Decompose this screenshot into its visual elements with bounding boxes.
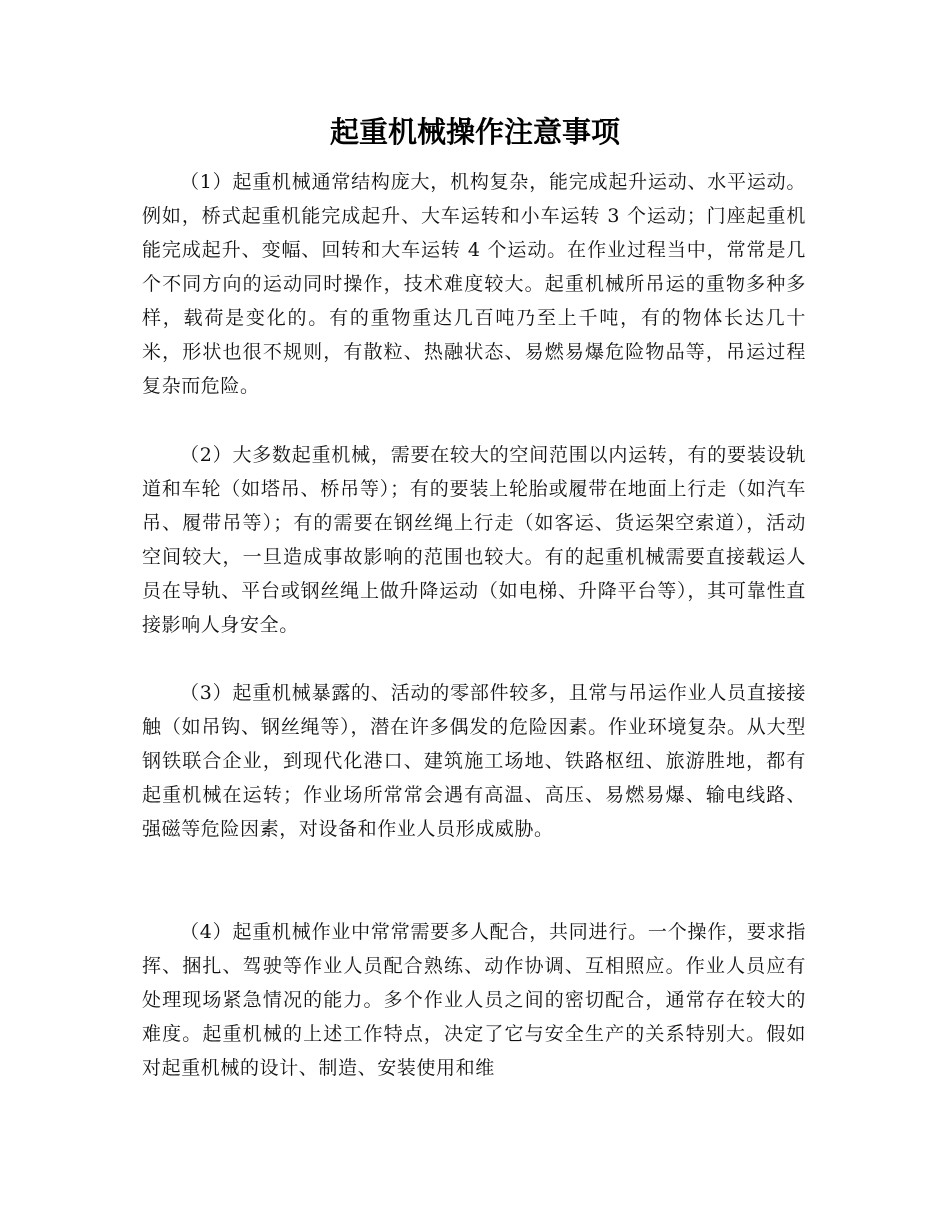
paragraph-2: （2）大多数起重机械，需要在较大的空间范围以内运转，有的要装设轨道和车轮（如塔吊、桥吊等）；有的要装上轮胎或履带在地面上行走（如汽车吊、履带吊等）；有的需要在钢丝绳上行走（如客运、货运架空索道），活动空间较大，一旦造成事故影响的范围也较大。有的起重机械需要直接载运人员在导轨、平台或钢丝绳上做升降运动（如电梯、升降平台等），其可靠性直接影响人身安全。: [142, 444, 806, 636]
document-title: 起重机械操作注意事项: [329, 115, 620, 149]
paragraph-4: （4）起重机械作业中常常需要多人配合，共同进行。一个操作，要求指挥、捆扎、驾驶等作业人员配合熟练、动作协调、互相照应。作业人员应有处理现场紧急情况的能力。多个作业人员之间的密切配合，通常存在较大的难度。起重机械的上述工作特点，决定了它与安全生产的关系特别大。假如对起重机械的设计、制造、安装使用和维: [142, 921, 806, 1079]
paragraph-3: （3）起重机械暴露的、活动的零部件较多，且常与吊运作业人员直接接触（如吊钩、钢丝绳等），潜在许多偶发的危险因素。作业环境复杂。从大型钢铁联合企业，到现代化港口、建筑施工场地、铁路枢纽、旅游胜地，都有起重机械在运转；作业场所常常会遇有高温、高压、易燃易爆、输电线路、强磁等危险因素，对设备和作业人员形成威胁。: [142, 682, 806, 840]
paragraph-1: （1）起重机械通常结构庞大，机构复杂，能完成起升运动、水平运动。例如，桥式起重机能完成起升、大车运转和小车运转 3 个运动；门座起重机能完成起升、变幅、回转和大车运转 4 个运动。在作业过程当中，常常是几个不同方向的运动同时操作，技术难度较大。起重机械所吊运的重物多种多样，载荷是变化的。有的重物重达几百吨乃至上千吨，有的物体长达几十米，形状也很不规则，有散粒、热融状态、易燃易爆危险物品等，吊运过程复杂而危险。: [142, 171, 806, 397]
